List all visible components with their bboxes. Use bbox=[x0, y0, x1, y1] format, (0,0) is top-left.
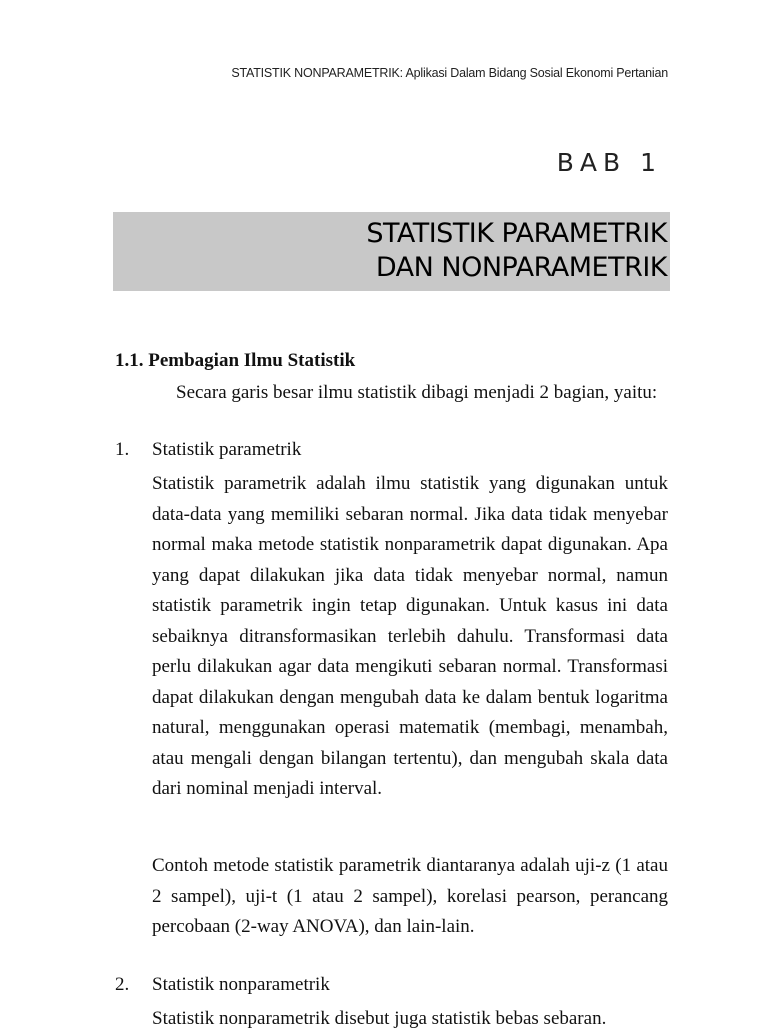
list-item-number: 1. bbox=[115, 439, 130, 460]
list-item-label: Statistik parametrik bbox=[152, 439, 302, 460]
list-item-body: Statistik parametrik adalah ilmu statistik yang digunakan untuk data-data yang memiliki sebaran normal. Jika data tidak menyebar normal maka metode statistik nonparametrik dapat digunakan. Apa yang dapat dilakukan jika data tidak menyebar normal, namun statistik parametrik ingin tetap digunakan. Untuk kasus ini data sebaiknya ditransformasikan terlebih dahulu. Transformasi data perlu dilakukan agar data mengikuti sebaran normal. Transformasi dapat dilakukan dengan mengubah data ke dalam bentuk logaritma natural, menggunakan operasi matematik (membagi, menambah, atau mengali dengan bilangan tertentu), dan mengubah skala data dari nominal menjadi interval. bbox=[152, 473, 668, 799]
section-heading: 1.1. Pembagian Ilmu Statistik bbox=[115, 350, 356, 371]
chapter-title-band bbox=[113, 212, 670, 291]
chapter-title-line-1: STATISTIK PARAMETRIK bbox=[366, 218, 667, 249]
running-header: STATISTIK NONPARAMETRIK: Aplikasi Dalam Bidang Sosial Ekonomi Pertanian bbox=[231, 66, 668, 80]
list-item-label: Statistik nonparametrik bbox=[152, 974, 330, 995]
list-item-example-paragraph: Contoh metode statistik parametrik diantaranya adalah uji-z (1 atau 2 sampel), uji-t (1 atau 2 sampel), korelasi pearson, perancang percobaan (2-way ANOVA), dan lain-lain. bbox=[152, 855, 668, 937]
list-item-body: Statistik nonparametrik disebut juga statistik bebas sebaran. bbox=[152, 1008, 607, 1029]
intro-paragraph: Secara garis besar ilmu statistik dibagi menjadi 2 bagian, yaitu: bbox=[176, 382, 658, 403]
chapter-number: BAB 1 bbox=[556, 148, 662, 177]
chapter-title-line-2: DAN NONPARAMETRIK bbox=[375, 252, 667, 283]
list-item-number: 2. bbox=[115, 974, 130, 995]
